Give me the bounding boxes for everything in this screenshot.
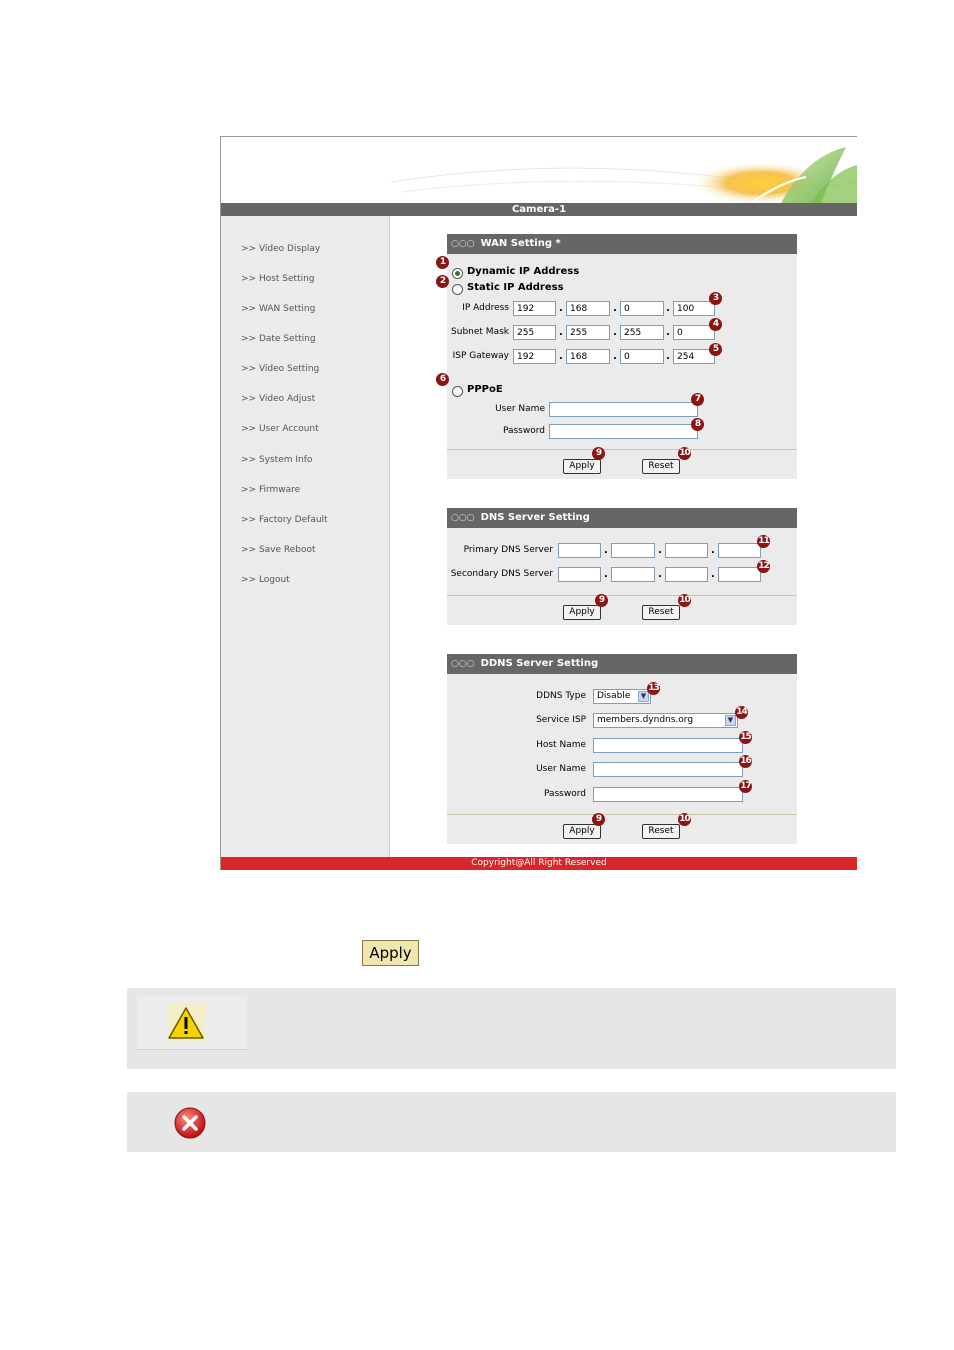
sidebar-item-wan-setting[interactable]: >> WAN Setting	[241, 304, 316, 314]
callout-badge: 9	[592, 447, 605, 460]
host-name-label: Host Name	[536, 740, 586, 750]
callout-badge: 9	[592, 813, 605, 826]
callout-badge: 5	[709, 343, 722, 356]
dns-server-title: DNS Server Setting	[480, 512, 590, 523]
dns-reset-button[interactable]: Reset	[642, 605, 680, 620]
banner	[221, 137, 857, 203]
ddns-type-select[interactable]	[593, 689, 651, 704]
dns-apply-button[interactable]: Apply	[563, 605, 601, 620]
mask-octet-4[interactable]: 0	[673, 325, 715, 340]
callout-badge: 10	[679, 595, 690, 605]
dns-dot: .	[658, 545, 662, 556]
dns-dot: .	[658, 569, 662, 580]
banner-graphic	[221, 137, 857, 203]
primary-dns-octet-2[interactable]	[611, 543, 655, 558]
copyright-footer: Copyright@All Right Reserved	[221, 857, 857, 870]
callout-badge: 16	[740, 756, 751, 766]
gateway-dot: .	[666, 351, 670, 362]
dns-dot: .	[604, 569, 608, 580]
camera-web-ui	[220, 136, 857, 870]
isp-gateway-label: ISP Gateway	[452, 351, 509, 361]
mask-octet-2[interactable]: 255	[566, 325, 610, 340]
callout-badge: 15	[740, 732, 751, 742]
callout-badge: 2	[436, 275, 449, 288]
ip-octet-4[interactable]: 100	[673, 301, 715, 316]
error-icon	[137, 1098, 247, 1148]
callout-badge: 10	[679, 448, 690, 458]
primary-dns-octet-1[interactable]	[558, 543, 601, 558]
pppoe-username-input[interactable]	[549, 402, 698, 417]
sidebar-item-logout[interactable]: >> Logout	[241, 575, 290, 585]
ddns-server-header	[447, 654, 797, 674]
gateway-octet-3[interactable]: 0	[620, 349, 664, 364]
ddns-username-input[interactable]	[593, 762, 743, 777]
static-ip-label: Static IP Address	[467, 282, 564, 293]
callout-badge: 4	[709, 318, 722, 331]
callout-badge: 13	[648, 683, 659, 693]
dynamic-ip-label: Dynamic IP Address	[467, 266, 580, 277]
callout-badge: 9	[595, 594, 608, 607]
secondary-dns-octet-2[interactable]	[611, 567, 655, 582]
ddns-reset-button[interactable]: Reset	[642, 824, 680, 839]
primary-dns-octet-4[interactable]	[718, 543, 761, 558]
pppoe-username-label: User Name	[495, 404, 545, 414]
ip-address-label: IP Address	[462, 303, 509, 313]
callout-badge: 12	[758, 561, 769, 571]
ddns-type-value: Disable	[597, 691, 631, 701]
ip-octet-3[interactable]: 0	[620, 301, 664, 316]
sidebar-item-firmware[interactable]: >> Firmware	[241, 485, 301, 495]
primary-dns-octet-3[interactable]	[665, 543, 708, 558]
ip-octet-2[interactable]: 168	[566, 301, 610, 316]
mask-dot: .	[559, 327, 563, 338]
callout-badge: 17	[740, 781, 751, 791]
chevron-down-icon: ▼	[638, 691, 649, 702]
mask-dot: .	[613, 327, 617, 338]
panel-divider	[447, 814, 797, 815]
callout-badge: 14	[736, 707, 747, 717]
sidebar	[221, 216, 390, 857]
warning-icon-cell	[137, 996, 247, 1050]
pppoe-radio[interactable]	[452, 386, 463, 397]
wan-apply-button[interactable]: Apply	[563, 459, 601, 474]
gateway-dot: .	[559, 351, 563, 362]
error-icon-cell	[137, 1098, 247, 1148]
panel-ring-icon: ○○○	[451, 239, 475, 249]
secondary-dns-octet-4[interactable]	[718, 567, 761, 582]
dynamic-ip-radio[interactable]	[452, 268, 463, 279]
sidebar-item-video-display[interactable]: >> Video Display	[241, 244, 321, 254]
wan-setting-title: WAN Setting *	[480, 238, 561, 249]
ip-octet-1[interactable]: 192	[513, 301, 556, 316]
subnet-mask-label: Subnet Mask	[451, 327, 509, 337]
sidebar-item-date-setting[interactable]: >> Date Setting	[241, 334, 316, 344]
mask-dot: .	[666, 327, 670, 338]
ddns-password-input[interactable]	[593, 787, 743, 802]
ddns-server-panel	[447, 654, 797, 844]
ddns-apply-button[interactable]: Apply	[563, 824, 601, 839]
dns-dot: .	[711, 545, 715, 556]
warning-icon	[137, 996, 247, 1049]
service-isp-label: Service ISP	[536, 715, 586, 725]
callout-badge: 10	[679, 814, 690, 824]
callout-badge: 1	[436, 256, 449, 269]
ddns-username-label: User Name	[536, 764, 586, 774]
panel-ring-icon: ○○○	[451, 513, 475, 523]
dns-dot: .	[711, 569, 715, 580]
secondary-dns-octet-3[interactable]	[665, 567, 708, 582]
ddns-server-title: DDNS Server Setting	[480, 658, 599, 669]
ip-dot: .	[666, 303, 670, 314]
chevron-down-icon: ▼	[725, 715, 736, 726]
panel-ring-icon: ○○○	[451, 659, 475, 669]
static-ip-radio[interactable]	[452, 284, 463, 295]
gateway-octet-4[interactable]: 254	[673, 349, 715, 364]
sidebar-item-save-reboot[interactable]: >> Save Reboot	[241, 545, 316, 555]
gateway-octet-1[interactable]: 192	[513, 349, 556, 364]
ip-dot: .	[559, 303, 563, 314]
callout-badge: 7	[691, 393, 704, 406]
dns-server-panel	[447, 508, 797, 625]
wan-reset-button[interactable]: Reset	[642, 459, 680, 474]
mask-octet-3[interactable]: 255	[620, 325, 664, 340]
sidebar-item-host-setting[interactable]: >> Host Setting	[241, 274, 315, 284]
service-isp-value: members.dyndns.org	[597, 715, 694, 725]
callout-badge: 8	[691, 418, 704, 431]
sidebar-item-system-info[interactable]: >> System Info	[241, 455, 313, 465]
dns-dot: .	[604, 545, 608, 556]
sidebar-item-factory-default[interactable]: >> Factory Default	[241, 515, 328, 525]
sidebar-item-video-adjust[interactable]: >> Video Adjust	[241, 394, 316, 404]
gateway-octet-2[interactable]: 168	[566, 349, 610, 364]
panel-divider	[447, 595, 797, 596]
callout-badge: 11	[758, 536, 769, 546]
wan-setting-header	[447, 234, 797, 254]
primary-dns-label: Primary DNS Server	[463, 545, 553, 555]
secondary-dns-label: Secondary DNS Server	[450, 569, 553, 579]
sidebar-item-user-account[interactable]: >> User Account	[241, 424, 319, 434]
host-name-input[interactable]	[593, 738, 743, 753]
callout-badge: 3	[709, 292, 722, 305]
wan-setting-panel	[439, 234, 797, 479]
ddns-password-label: Password	[543, 789, 586, 799]
page-title-bar: Camera-1	[221, 203, 857, 216]
warning-note-box	[127, 988, 896, 1069]
ip-dot: .	[613, 303, 617, 314]
panel-divider	[447, 449, 797, 450]
mask-octet-1[interactable]: 255	[513, 325, 556, 340]
secondary-dns-octet-1[interactable]	[558, 567, 601, 582]
pppoe-password-label: Password	[502, 426, 545, 436]
service-isp-select[interactable]	[593, 713, 738, 728]
pppoe-password-input[interactable]	[549, 424, 698, 439]
ddns-type-label: DDNS Type	[536, 691, 586, 701]
dns-server-header	[447, 508, 797, 528]
pppoe-label: PPPoE	[467, 384, 503, 395]
callout-badge: 6	[436, 373, 449, 386]
sidebar-item-video-setting[interactable]: >> Video Setting	[241, 364, 320, 374]
apply-button-sample: Apply	[362, 940, 419, 966]
gateway-dot: .	[613, 351, 617, 362]
error-note-box	[127, 1092, 896, 1152]
